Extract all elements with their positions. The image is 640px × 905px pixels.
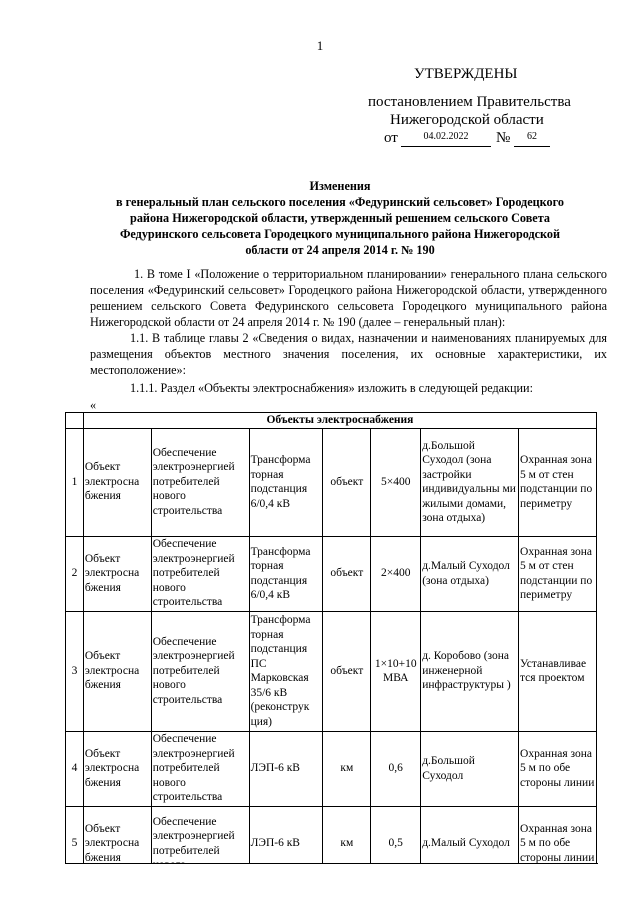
cell-location: д.Малый Суходол bbox=[421, 806, 519, 881]
cell-name: ЛЭП-6 кВ bbox=[249, 806, 323, 881]
approval-from-label: от bbox=[384, 130, 398, 146]
cell-location: д.Малый Суходол (зона отдыха) bbox=[421, 536, 519, 611]
heading-line-3: района Нижегородской области, утвержденный решением сельского Совета bbox=[130, 211, 550, 225]
cell-num: 5 bbox=[66, 806, 84, 881]
cell-value: 2×400 bbox=[371, 536, 421, 611]
cell-purpose: Обеспечение электроэнергией потребителей нового строительства bbox=[151, 428, 249, 536]
table-row bbox=[66, 536, 597, 611]
cell-location: д.Большой Суходол (зона застройки индивидуальны ми жилыми домами, зона отдыха) bbox=[421, 428, 519, 536]
table-row bbox=[66, 731, 597, 806]
cell-num: 3 bbox=[66, 611, 84, 731]
date-underline bbox=[401, 146, 491, 147]
table-row bbox=[66, 611, 597, 731]
paragraph-3: 1.1.1. Раздел «Объекты электроснабжения» изложить в следующей редакции: bbox=[130, 381, 533, 395]
cell-unit: объект bbox=[323, 611, 371, 731]
approval-date: 04.02.2022 bbox=[423, 131, 469, 142]
number-sign: № bbox=[496, 130, 511, 146]
paragraph-2-text: 1.1. В таблице главы 2 «Сведения о видах, назначении и наименованиях планируемых для размещения объектов местного значения поселения, их основные характеристики, их местоположение»: bbox=[90, 331, 607, 377]
cell-num: 4 bbox=[66, 731, 84, 806]
number-underline bbox=[514, 146, 550, 147]
document-heading bbox=[80, 178, 600, 258]
table-caption-blank bbox=[66, 413, 84, 429]
cell-zone: Охранная зона 5 м по обе стороны линии bbox=[519, 731, 597, 806]
heading-line-5: области от 24 апреля 2014 г. № 190 bbox=[245, 243, 435, 257]
cell-type: Объект электросна бжения bbox=[83, 611, 151, 731]
table-bottom-border bbox=[65, 863, 598, 864]
cell-location: д. Коробово (зона инженерной инфраструктуры ) bbox=[421, 611, 519, 731]
approval-line-3: Нижегородской области bbox=[390, 112, 544, 128]
page-number: 1 bbox=[316, 38, 324, 53]
paragraph-2 bbox=[90, 330, 607, 378]
cell-purpose: Обеспечение электроэнергией потребителей bbox=[151, 806, 249, 881]
cell-name: ЛЭП-6 кВ bbox=[249, 731, 323, 806]
cell-num: 2 bbox=[66, 536, 84, 611]
paragraph-1 bbox=[90, 266, 607, 330]
cell-unit: км bbox=[323, 731, 371, 806]
page-bottom-margin bbox=[60, 864, 605, 905]
cell-value: 0,5 bbox=[371, 806, 421, 881]
cell-unit: объект bbox=[323, 536, 371, 611]
cell-type: Объект электросна бжения bbox=[83, 731, 151, 806]
cell-purpose: Обеспечение электроэнергией потребителей нового строительства bbox=[151, 536, 249, 611]
heading-line-1: Изменения bbox=[309, 179, 371, 193]
cell-value: 5×400 bbox=[371, 428, 421, 536]
opening-quote: « bbox=[90, 398, 97, 412]
cell-purpose: Обеспечение электроэнергией потребителей нового строительства bbox=[151, 731, 249, 806]
cell-name: Трансформа торная подстанция 6/0,4 кВ bbox=[249, 428, 323, 536]
cell-type: Объект электросна бжения bbox=[83, 806, 151, 881]
heading-line-4: Федуринского сельсовета Городецкого муниципального района Нижегородской bbox=[119, 227, 561, 241]
cell-name: Трансформа торная подстанция 6/0,4 кВ bbox=[249, 536, 323, 611]
cell-zone: Охранная зона 5 м от стен подстанции по периметру bbox=[519, 536, 597, 611]
approval-line-2: постановлением Правительства bbox=[368, 94, 571, 110]
cell-location: д.Большой Суходол bbox=[421, 731, 519, 806]
cell-zone: Охранная зона 5 м от стен подстанции по периметру bbox=[519, 428, 597, 536]
table-row bbox=[66, 428, 597, 536]
cell-value: 1×10+10 МВА bbox=[371, 611, 421, 731]
cell-unit: км bbox=[323, 806, 371, 881]
cell-type: Объект электросна бжения bbox=[83, 536, 151, 611]
cell-name: Трансформа торная подстанция ПС Марковская 35/6 кВ (реконструк ция) bbox=[249, 611, 323, 731]
cell-num: 1 bbox=[66, 428, 84, 536]
table-caption: Объекты электроснабжения bbox=[83, 413, 596, 429]
cell-value: 0,6 bbox=[371, 731, 421, 806]
cell-unit: объект bbox=[323, 428, 371, 536]
cell-type: Объект электросна бжения bbox=[83, 428, 151, 536]
approval-number: 62 bbox=[527, 131, 537, 142]
cell-zone: Охранная зона 5 м по обе стороны линии bbox=[519, 806, 597, 881]
cell-purpose: Обеспечение электроэнергией потребителей нового строительства bbox=[151, 611, 249, 731]
heading-line-2: в генеральный план сельского поселения «Федуринский сельсовет» Городецкого bbox=[116, 195, 564, 209]
electricity-objects-table bbox=[65, 412, 597, 882]
paragraph-1-text: 1. В томе I «Положение о территориальном планировании» генерального плана сельского поселения «Федуринский сельсовет» Городецкого района Нижегородской области, утвержденного решением сельского Совета Федуринского сельсовета Городецкого муниципального района Нижегородской области от 24 апреля 2014 г. № 190 (далее – генеральный план): bbox=[90, 267, 607, 329]
cell-zone: Устанавливае тся проектом bbox=[519, 611, 597, 731]
approval-title: УТВЕРЖДЕНЫ bbox=[414, 66, 518, 82]
